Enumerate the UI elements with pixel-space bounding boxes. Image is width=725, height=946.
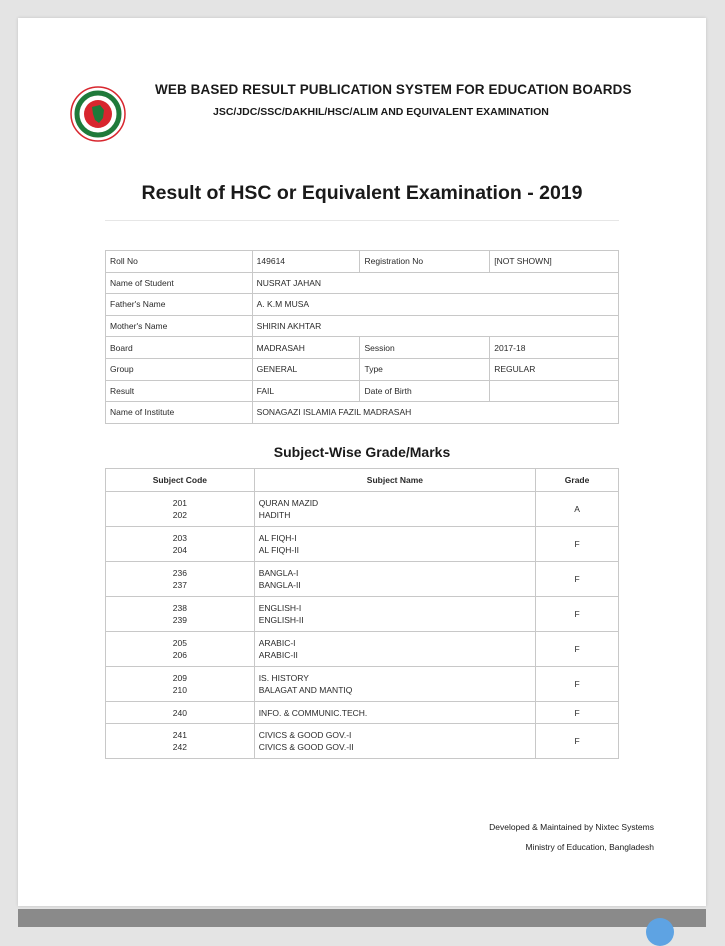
subject-name: CIVICS & GOOD GOV.-I <box>258 730 352 740</box>
table-row <box>106 667 619 702</box>
subject-name: HADITH <box>258 510 291 520</box>
dob-value <box>490 380 619 402</box>
grade-value: F <box>536 667 619 702</box>
header-subject-name: Subject Name <box>254 469 535 492</box>
subject-name: BANGLA-II <box>258 580 301 590</box>
subject-name: ARABIC-I <box>258 638 296 648</box>
roll-value: 149614 <box>252 251 360 273</box>
info-row-group <box>106 358 619 380</box>
page-title: Result of HSC or Equivalent Examination - 2019 <box>141 182 583 204</box>
subject-name: ENGLISH-II <box>258 615 304 625</box>
subject-code-cell <box>106 597 255 632</box>
divider <box>105 220 619 221</box>
table-row <box>106 724 619 759</box>
grade-value: F <box>536 724 619 759</box>
session-label: Session <box>360 337 490 359</box>
student-info-table <box>105 250 619 424</box>
subject-code: 202 <box>172 510 187 520</box>
subject-code: 203 <box>172 533 187 543</box>
group-value: GENERAL <box>252 358 360 380</box>
registration-value: [NOT SHOWN] <box>490 251 619 273</box>
bottom-toolbar <box>18 909 706 927</box>
institute-value: SONAGAZI ISLAMIA FAZIL MADRASAH <box>252 402 618 424</box>
subject-name-cell <box>254 667 535 702</box>
grade-value: F <box>536 702 619 724</box>
father-name-label: Father's Name <box>106 294 253 316</box>
subject-code: 242 <box>172 742 187 752</box>
type-label: Type <box>360 358 490 380</box>
mother-name-value: SHIRIN AKHTAR <box>252 315 618 337</box>
board-value: MADRASAH <box>252 337 360 359</box>
subject-code: 204 <box>172 545 187 555</box>
grade-value: F <box>536 527 619 562</box>
institute-label: Name of Institute <box>106 402 253 424</box>
grade-value: F <box>536 597 619 632</box>
subject-code-cell <box>106 492 255 527</box>
subject-name: ARABIC-II <box>258 650 298 660</box>
subject-code: 241 <box>172 730 187 740</box>
table-row <box>106 492 619 527</box>
student-name-value: NUSRAT JAHAN <box>252 272 618 294</box>
subject-code-cell <box>106 702 255 724</box>
grades-header-row <box>106 469 619 492</box>
subject-name-cell <box>254 492 535 527</box>
table-row <box>106 527 619 562</box>
type-value: REGULAR <box>490 358 619 380</box>
subject-name-cell <box>254 597 535 632</box>
info-row-roll <box>106 251 619 273</box>
subject-code-cell <box>106 667 255 702</box>
subject-name: BANGLA-I <box>258 568 299 578</box>
ministry-credit: Ministry of Education, Bangladesh <box>525 842 654 852</box>
floating-action-button[interactable] <box>646 918 674 946</box>
subject-name: BALAGAT AND MANTIQ <box>258 685 353 695</box>
subject-code: 238 <box>172 603 187 613</box>
info-row-institute <box>106 402 619 424</box>
subject-name: ENGLISH-I <box>258 603 302 613</box>
subject-code-cell <box>106 724 255 759</box>
session-value: 2017-18 <box>490 337 619 359</box>
subject-code: 236 <box>172 568 187 578</box>
roll-label: Roll No <box>106 251 253 273</box>
subject-name-cell <box>254 562 535 597</box>
subject-code: 209 <box>172 673 187 683</box>
group-label: Group <box>106 358 253 380</box>
board-label: Board <box>106 337 253 359</box>
registration-label: Registration No <box>360 251 490 273</box>
table-row <box>106 702 619 724</box>
board-seal-logo <box>70 76 126 150</box>
grade-value: F <box>536 632 619 667</box>
result-page <box>18 18 706 906</box>
subject-name: INFO. & COMMUNIC.TECH. <box>258 707 368 718</box>
subject-name: AL FIQH-II <box>258 545 299 555</box>
subject-name-cell <box>254 702 535 724</box>
subject-name: AL FIQH-I <box>258 533 297 543</box>
dob-label: Date of Birth <box>360 380 490 402</box>
subject-name-cell <box>254 724 535 759</box>
result-value: FAIL <box>252 380 360 402</box>
header-title: WEB BASED RESULT PUBLICATION SYSTEM FOR EDUCATION BOARDS <box>155 82 632 97</box>
subject-name-cell <box>254 632 535 667</box>
mother-name-label: Mother's Name <box>106 315 253 337</box>
subject-code-cell <box>106 527 255 562</box>
subject-name: CIVICS & GOOD GOV.-II <box>258 742 354 752</box>
result-label: Result <box>106 380 253 402</box>
subject-code: 210 <box>172 685 187 695</box>
father-name-value: A. K.M MUSA <box>252 294 618 316</box>
table-row <box>106 562 619 597</box>
grades-section-title: Subject-Wise Grade/Marks <box>273 444 451 460</box>
table-row <box>106 632 619 667</box>
subject-name: IS. HISTORY <box>258 673 309 683</box>
grades-table <box>105 468 619 759</box>
info-row-result <box>106 380 619 402</box>
header-subtitle: JSC/JDC/SSC/DAKHIL/HSC/ALIM AND EQUIVALENT EXAMINATION <box>213 106 549 118</box>
info-row-board <box>106 337 619 359</box>
subject-code: 206 <box>172 650 187 660</box>
subject-code: 239 <box>172 615 187 625</box>
table-row <box>106 597 619 632</box>
grade-value: A <box>536 492 619 527</box>
header-grade: Grade <box>536 469 619 492</box>
subject-code-cell <box>106 632 255 667</box>
grade-value: F <box>536 562 619 597</box>
student-name-label: Name of Student <box>106 272 253 294</box>
subject-code: 201 <box>172 498 187 508</box>
info-row-name <box>106 272 619 294</box>
header-subject-code: Subject Code <box>106 469 255 492</box>
subject-name: QURAN MAZID <box>258 498 319 508</box>
subject-code-cell <box>106 562 255 597</box>
subject-code: 205 <box>172 638 187 648</box>
info-row-father <box>106 294 619 316</box>
subject-code: 240 <box>172 707 187 718</box>
developer-credit: Developed & Maintained by Nixtec Systems <box>489 822 654 832</box>
subject-name-cell <box>254 527 535 562</box>
info-row-mother <box>106 315 619 337</box>
subject-code: 237 <box>172 580 187 590</box>
